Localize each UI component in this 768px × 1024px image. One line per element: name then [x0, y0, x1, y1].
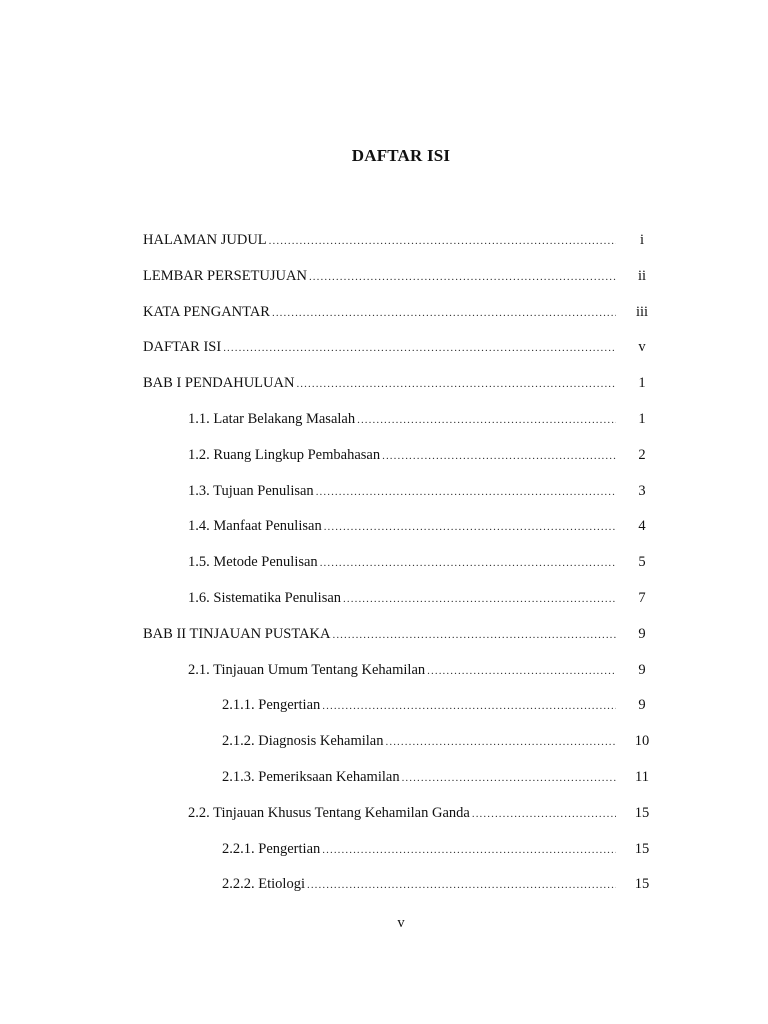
toc-row	[0, 767, 768, 803]
toc-entry-label: 2.1. Tinjauan Umum Tentang Kehamilan	[188, 661, 426, 678]
toc-row	[0, 266, 768, 302]
toc-row	[0, 588, 768, 624]
toc-entry-label: 2.2.1. Pengertian	[222, 840, 321, 857]
dot-leader	[357, 410, 616, 430]
toc-entry-label: BAB II TINJAUAN PUSTAKA	[143, 625, 331, 642]
dot-leader	[322, 840, 616, 860]
dot-leader	[296, 374, 616, 394]
toc-entry	[188, 516, 616, 537]
toc-entry-page: 15	[634, 876, 650, 893]
toc-entry-page: 11	[635, 768, 649, 785]
toc-entry-label: 2.2.2. Etiologi	[222, 876, 305, 893]
toc-entry	[222, 767, 616, 788]
toc-entry-label: 1.3. Tujuan Penulisan	[188, 482, 314, 499]
toc-entry	[188, 409, 616, 430]
toc-entry	[188, 481, 616, 502]
toc-entry-page: 15	[634, 840, 650, 857]
toc-row	[0, 803, 768, 839]
toc-entry-page: 3	[638, 482, 646, 499]
toc-row	[0, 695, 768, 731]
dot-leader	[332, 625, 616, 645]
toc-entry-page: 10	[634, 733, 650, 750]
toc-entry-label: BAB I PENDAHULUAN	[143, 375, 295, 392]
toc-row	[0, 337, 768, 373]
toc-entry-page: 1	[638, 375, 646, 392]
toc-row	[0, 839, 768, 875]
dot-leader	[322, 696, 616, 716]
dot-leader	[307, 875, 616, 895]
toc-entry-page: 9	[638, 697, 646, 714]
toc-entry	[188, 552, 616, 573]
dot-leader	[320, 553, 616, 573]
toc-entry-label: 1.1. Latar Belakang Masalah	[188, 410, 356, 427]
toc-row	[0, 660, 768, 696]
toc-entry-label: DAFTAR ISI	[143, 339, 222, 356]
toc-entry-page: 5	[638, 554, 646, 571]
toc-entry-page: 2	[638, 446, 646, 463]
toc-row	[0, 302, 768, 338]
toc-entry	[222, 874, 616, 895]
toc-row	[0, 731, 768, 767]
toc-row	[0, 373, 768, 409]
dot-leader	[427, 661, 616, 681]
toc-row	[0, 516, 768, 552]
toc-entry	[188, 660, 616, 681]
toc-entry-label: HALAMAN JUDUL	[143, 232, 267, 248]
toc-entry-label: 2.1.1. Pengertian	[222, 697, 321, 714]
toc-entry	[222, 695, 616, 716]
toc-entry	[143, 624, 616, 645]
toc-entry-label: 1.2. Ruang Lingkup Pembahasan	[188, 446, 381, 463]
toc-entry	[188, 445, 616, 466]
dot-leader	[402, 768, 616, 788]
toc-entry	[143, 302, 616, 323]
toc-entry-label: 1.4. Manfaat Penulisan	[188, 518, 322, 535]
toc-entry-label: 2.1.2. Diagnosis Kehamilan	[222, 733, 384, 750]
dot-leader	[472, 804, 616, 824]
toc-row	[0, 481, 768, 517]
dot-leader	[309, 267, 616, 287]
dot-leader	[343, 589, 616, 609]
dot-leader	[324, 517, 616, 537]
toc-entry	[143, 337, 616, 358]
toc-entry-page: ii	[637, 267, 647, 284]
toc-entry-page: 1	[638, 410, 646, 427]
toc-entry	[143, 266, 616, 287]
toc-entry-page: iii	[635, 303, 649, 320]
page-number: v	[397, 915, 405, 931]
dot-leader	[272, 303, 616, 323]
toc-row	[0, 445, 768, 481]
toc-entry-label: 2.2. Tinjauan Khusus Tentang Kehamilan Ganda	[188, 804, 470, 821]
toc-entry-label: 2.1.3. Pemeriksaan Kehamilan	[222, 768, 400, 785]
dot-leader	[382, 446, 616, 466]
toc-entry	[222, 839, 616, 860]
toc-entry	[222, 731, 616, 752]
toc-row	[0, 409, 768, 445]
toc-row	[0, 230, 768, 266]
toc-row	[0, 874, 768, 910]
toc-entry-label: 1.5. Metode Penulisan	[188, 554, 318, 571]
table-of-contents	[0, 230, 768, 910]
toc-entry-page: 9	[638, 625, 646, 642]
dot-leader	[316, 482, 616, 502]
toc-entry-page: i	[639, 232, 645, 248]
toc-entry-page: 15	[634, 804, 650, 821]
toc-entry	[188, 588, 616, 609]
toc-entry-page: 9	[638, 661, 646, 678]
toc-entry	[188, 803, 616, 824]
toc-entry-label: KATA PENGANTAR	[143, 303, 270, 320]
toc-entry-label: LEMBAR PERSETUJUAN	[143, 267, 307, 284]
dot-leader	[269, 231, 616, 251]
dot-leader	[386, 732, 617, 752]
toc-entry-label: 1.6. Sistematika Penulisan	[188, 589, 342, 606]
toc-entry-page: v	[638, 339, 646, 356]
toc-entry	[143, 230, 616, 251]
toc-entry-page: 7	[638, 589, 646, 606]
toc-entry	[143, 373, 616, 394]
toc-row	[0, 624, 768, 660]
toc-row	[0, 552, 768, 588]
toc-entry-page: 4	[638, 518, 646, 535]
page-title: DAFTAR ISI	[351, 146, 451, 165]
dot-leader	[223, 338, 616, 358]
